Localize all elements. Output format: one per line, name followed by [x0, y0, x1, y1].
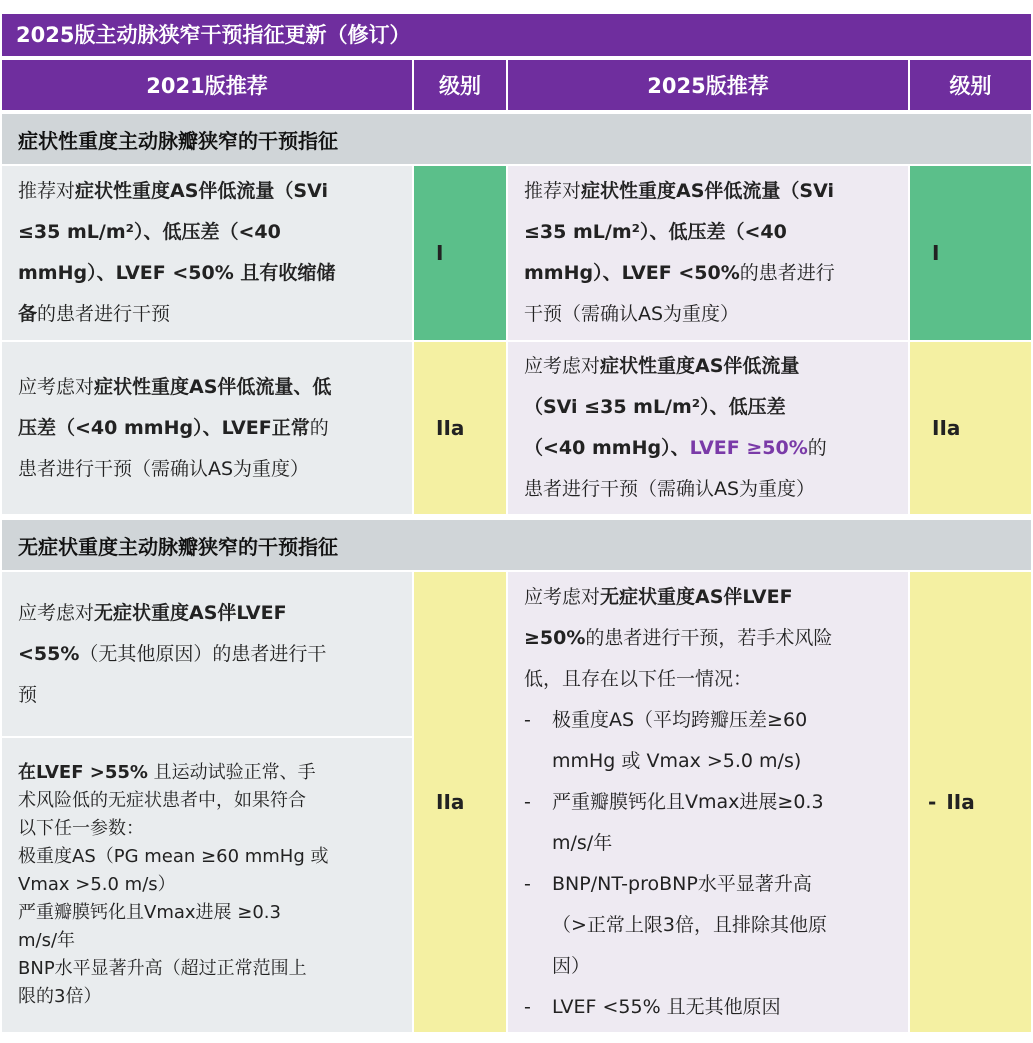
text: 极重度AS（平均跨瓣压差≥60 — [552, 708, 808, 731]
text-bold: 症状性重度AS伴低流量（SVi — [581, 180, 834, 202]
level-text: IIa — [946, 790, 975, 814]
row1-2021-level: I — [414, 166, 506, 340]
text: （无其他原因）的患者进行干 — [79, 642, 327, 665]
list-item — [524, 987, 892, 1028]
text: 的患者进行干预 — [37, 303, 171, 325]
table-title: 2025版主动脉狭窄干预指征更新（修订） — [2, 14, 1031, 56]
header-2025-recommendation: 2025版推荐 — [508, 60, 908, 110]
list-item — [524, 782, 892, 864]
row2-2021-level: IIa — [414, 342, 506, 514]
text: 以下任一参数： — [18, 818, 144, 839]
text: 患者进行干预（需确认AS为重度） — [18, 457, 310, 480]
text: 干预（需确认AS为重度） — [524, 303, 740, 325]
text: 应考虑对 — [18, 601, 95, 624]
text-bold: （<40 mmHg）、 — [524, 437, 690, 459]
text: 推荐对 — [524, 180, 582, 202]
text: 低，且存在以下任一情况： — [524, 667, 753, 690]
row2-2021-text — [2, 342, 412, 514]
text-bold: 备 — [18, 303, 38, 325]
text: m/s/年 — [18, 930, 76, 951]
text-bold: ≤35 mL/m²）、低压差（<40 — [524, 221, 787, 243]
header-level-2025: 级别 — [910, 60, 1031, 110]
text: BNP/NT-proBNP水平显著升高 — [552, 872, 812, 895]
text-bold: 症状性重度AS伴低流量（SVi — [75, 180, 328, 202]
text-bold: 压差（<40 mmHg）、LVEF正常 — [18, 416, 310, 439]
text-bold: ≥50% — [524, 626, 586, 649]
text: 的 — [309, 416, 329, 439]
list-item — [524, 864, 892, 987]
row3-2025-text — [508, 572, 908, 1032]
dash-bullet: - — [524, 790, 531, 813]
header-2021-recommendation: 2021版推荐 — [2, 60, 412, 110]
list-item — [524, 700, 892, 782]
row3-2021-text-b — [2, 738, 412, 1032]
text: 应考虑对 — [524, 355, 601, 377]
text: （>正常上限3倍，且排除其他原 — [552, 913, 828, 936]
text: 限的3倍） — [18, 986, 102, 1007]
row2-2025-text — [508, 342, 908, 514]
text: 应考虑对 — [524, 585, 601, 608]
text: 的 — [807, 437, 827, 459]
text: 且运动试验正常、手 — [147, 762, 316, 783]
dash-bullet: - — [524, 708, 531, 731]
text: mmHg 或 Vmax >5.0 m/s) — [552, 749, 802, 772]
text-bold: 无症状重度AS伴LVEF — [94, 601, 287, 624]
text: 推荐对 — [18, 180, 76, 202]
text-bold: ≤35 mL/m²）、低压差（<40 — [18, 221, 281, 243]
row1-2025-level: I — [910, 166, 1031, 340]
text: LVEF <55% 且无其他原因 — [552, 995, 781, 1018]
text: 患者进行干预（需确认AS为重度） — [524, 478, 816, 500]
text-bold: 在LVEF >55% — [18, 762, 148, 783]
text-bold: mmHg）、LVEF <50% 且有收缩储 — [18, 262, 336, 284]
text-bold: 症状性重度AS伴低流量、低 — [94, 375, 332, 398]
text: BNP水平显著升高（超过正常范围上 — [18, 958, 307, 979]
text: 严重瓣膜钙化且Vmax进展≥0.3 — [552, 790, 824, 813]
text: 的患者进行干预，若手术风险 — [585, 626, 833, 649]
dash-bullet: - — [928, 790, 937, 814]
text-bold: （SVi ≤35 mL/m²）、低压差 — [524, 396, 786, 418]
text: 因） — [552, 954, 591, 977]
text: 术风险低的无症状患者中，如果符合 — [18, 790, 306, 811]
text: 的患者进行 — [739, 262, 835, 284]
text: Vmax >5.0 m/s） — [18, 874, 176, 895]
text: m/s/年 — [552, 831, 613, 854]
text: 极重度AS（PG mean ≥60 mmHg 或 — [18, 846, 329, 867]
header-level-2021: 级别 — [414, 60, 506, 110]
section-asymptomatic: 无症状重度主动脉瓣狭窄的干预指征 — [2, 520, 1031, 570]
row3-2021-text-a — [2, 572, 412, 736]
text: 应考虑对 — [18, 375, 95, 398]
text-bold: 无症状重度AS伴LVEF — [600, 585, 793, 608]
text-bold: <55% — [18, 642, 80, 665]
lvef-highlight: LVEF ≥50% — [689, 437, 808, 459]
text: 严重瓣膜钙化且Vmax进展 ≥0.3 — [18, 902, 281, 923]
text-bold: 症状性重度AS伴低流量 — [600, 355, 800, 377]
row2-2025-level: IIa — [910, 342, 1031, 514]
row1-2025-text — [508, 166, 908, 340]
dash-bullet: - — [524, 995, 531, 1018]
row1-2021-text — [2, 166, 412, 340]
dash-bullet: - — [524, 872, 531, 895]
section-symptomatic: 症状性重度主动脉瓣狭窄的干预指征 — [2, 114, 1031, 164]
text-bold: mmHg）、LVEF <50% — [524, 262, 740, 284]
row3-2021-level: IIa — [414, 572, 506, 1032]
text: 预 — [18, 683, 38, 706]
row3-2025-level — [910, 572, 1031, 1032]
